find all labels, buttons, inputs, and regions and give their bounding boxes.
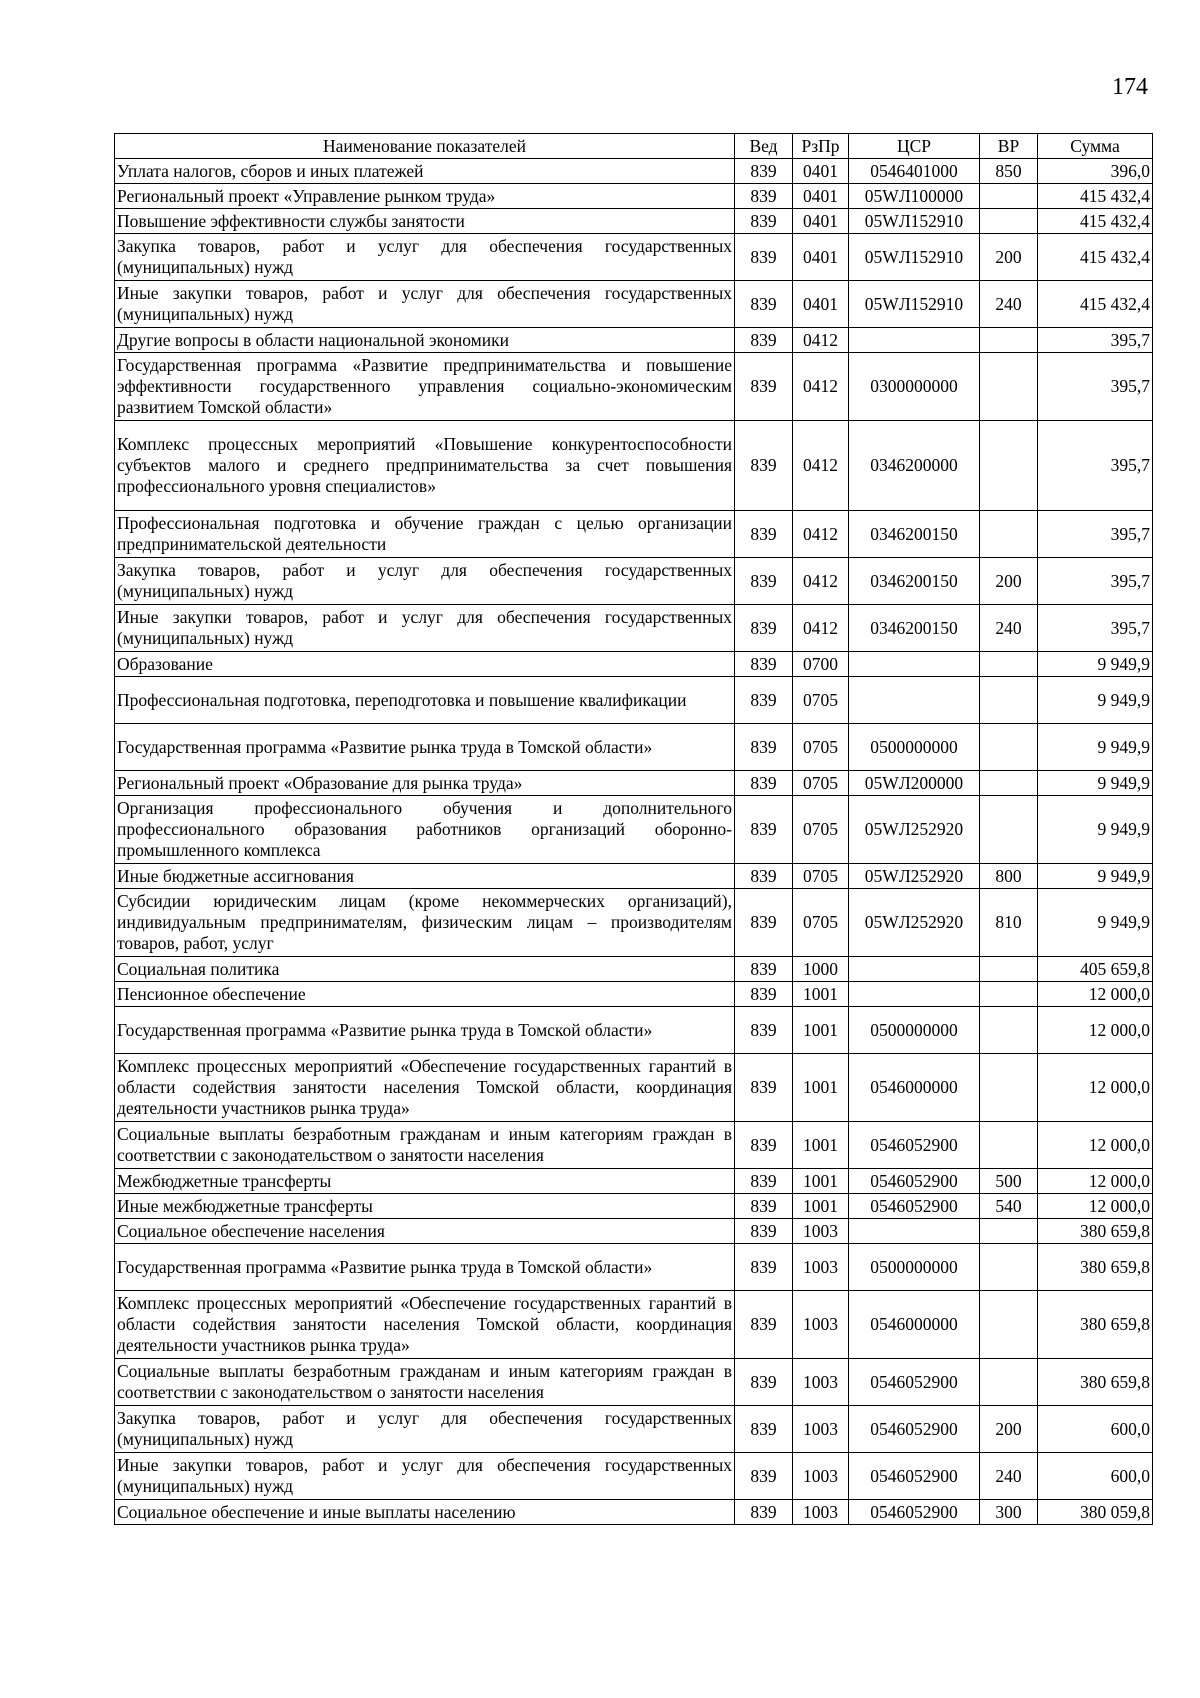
- cell-ved: 839: [735, 353, 793, 421]
- cell-vr: 200: [980, 1406, 1038, 1453]
- table-row: [115, 353, 1153, 421]
- table-row: [115, 864, 1153, 889]
- cell-name: Пенсионное обеспечение: [115, 982, 735, 1007]
- cell-name: Закупка товаров, работ и услуг для обеспечения государственных (муниципальных) нужд: [115, 1406, 735, 1453]
- cell-ved: 839: [735, 1194, 793, 1219]
- table-row: [115, 957, 1153, 982]
- cell-sum: 12 000,0: [1038, 1122, 1153, 1169]
- table-row: [115, 982, 1153, 1007]
- cell-sum: 395,7: [1038, 605, 1153, 652]
- cell-csr: 0546401000: [849, 159, 980, 184]
- cell-vr: [980, 957, 1038, 982]
- cell-sum: 600,0: [1038, 1406, 1153, 1453]
- cell-csr: 0546052900: [849, 1169, 980, 1194]
- cell-ved: 839: [735, 1244, 793, 1291]
- cell-sum: 380 659,8: [1038, 1244, 1153, 1291]
- cell-csr: 0346200150: [849, 605, 980, 652]
- cell-rzpr: 1003: [793, 1453, 849, 1500]
- cell-csr: 0546052900: [849, 1194, 980, 1219]
- cell-csr: 0500000000: [849, 724, 980, 771]
- cell-sum: 415 432,4: [1038, 281, 1153, 328]
- cell-vr: [980, 724, 1038, 771]
- table-row: [115, 1291, 1153, 1359]
- cell-name: Комплекс процессных мероприятий «Обеспечение государственных гарантий в области содействия занятости населения Томской области, координация деятельности участников рынка труда»: [115, 1054, 735, 1122]
- table-row: [115, 159, 1153, 184]
- cell-vr: [980, 353, 1038, 421]
- cell-ved: 839: [735, 209, 793, 234]
- cell-ved: 839: [735, 511, 793, 558]
- cell-vr: [980, 1122, 1038, 1169]
- cell-name: Государственная программа «Развитие рынка труда в Томской области»: [115, 1244, 735, 1291]
- cell-name: Организация профессионального обучения и дополнительного профессионального образования работников организаций оборонно-промышленного комплекса: [115, 796, 735, 864]
- cell-ved: 839: [735, 1453, 793, 1500]
- cell-vr: [980, 1007, 1038, 1054]
- cell-csr: [849, 677, 980, 724]
- cell-sum: 12 000,0: [1038, 982, 1153, 1007]
- cell-rzpr: 1001: [793, 1054, 849, 1122]
- cell-sum: 415 432,4: [1038, 234, 1153, 281]
- cell-name: Государственная программа «Развитие рынка труда в Томской области»: [115, 724, 735, 771]
- cell-vr: [980, 421, 1038, 511]
- cell-csr: 05WЛ200000: [849, 771, 980, 796]
- cell-csr: 05WЛ252920: [849, 889, 980, 957]
- cell-rzpr: 0705: [793, 677, 849, 724]
- cell-csr: 05WЛ152910: [849, 234, 980, 281]
- cell-rzpr: 1003: [793, 1359, 849, 1406]
- cell-rzpr: 1000: [793, 957, 849, 982]
- header-csr: ЦСР: [849, 134, 980, 159]
- cell-csr: 0300000000: [849, 353, 980, 421]
- cell-name: Иные закупки товаров, работ и услуг для обеспечения государственных (муниципальных) нужд: [115, 281, 735, 328]
- cell-rzpr: 1003: [793, 1244, 849, 1291]
- cell-vr: [980, 1054, 1038, 1122]
- table-row: [115, 1169, 1153, 1194]
- table-row: [115, 1244, 1153, 1291]
- cell-vr: 540: [980, 1194, 1038, 1219]
- cell-sum: 380 659,8: [1038, 1219, 1153, 1244]
- cell-name: Государственная программа «Развитие рынка труда в Томской области»: [115, 1007, 735, 1054]
- cell-vr: 810: [980, 889, 1038, 957]
- cell-rzpr: 0401: [793, 234, 849, 281]
- cell-csr: [849, 652, 980, 677]
- cell-sum: 9 949,9: [1038, 864, 1153, 889]
- cell-rzpr: 1001: [793, 982, 849, 1007]
- cell-vr: 240: [980, 605, 1038, 652]
- cell-name: Региональный проект «Образование для рынка труда»: [115, 771, 735, 796]
- cell-csr: 0546052900: [849, 1406, 980, 1453]
- cell-sum: 395,7: [1038, 558, 1153, 605]
- cell-sum: 380 659,8: [1038, 1291, 1153, 1359]
- cell-ved: 839: [735, 957, 793, 982]
- cell-sum: 395,7: [1038, 328, 1153, 353]
- cell-name: Уплата налогов, сборов и иных платежей: [115, 159, 735, 184]
- cell-csr: 0346200000: [849, 421, 980, 511]
- table-row: [115, 511, 1153, 558]
- cell-sum: 9 949,9: [1038, 771, 1153, 796]
- cell-name: Субсидии юридическим лицам (кроме некоммерческих организаций), индивидуальным предпринимателям, физическим лицам – производителям товаров, работ, услуг: [115, 889, 735, 957]
- cell-csr: 05WЛ152910: [849, 281, 980, 328]
- cell-rzpr: 0412: [793, 605, 849, 652]
- cell-name: Иные закупки товаров, работ и услуг для обеспечения государственных (муниципальных) нужд: [115, 1453, 735, 1500]
- table-row: [115, 1007, 1153, 1054]
- cell-vr: [980, 1219, 1038, 1244]
- header-sum: Сумма: [1038, 134, 1153, 159]
- cell-rzpr: 0412: [793, 511, 849, 558]
- cell-rzpr: 0700: [793, 652, 849, 677]
- table-row: [115, 184, 1153, 209]
- cell-sum: 12 000,0: [1038, 1007, 1153, 1054]
- cell-sum: 12 000,0: [1038, 1054, 1153, 1122]
- table-header: [115, 134, 1153, 159]
- cell-ved: 839: [735, 281, 793, 328]
- cell-vr: 240: [980, 281, 1038, 328]
- cell-name: Иные закупки товаров, работ и услуг для обеспечения государственных (муниципальных) нужд: [115, 605, 735, 652]
- cell-sum: 600,0: [1038, 1453, 1153, 1500]
- cell-vr: 200: [980, 558, 1038, 605]
- cell-vr: [980, 511, 1038, 558]
- cell-ved: 839: [735, 1054, 793, 1122]
- table-row: [115, 771, 1153, 796]
- cell-sum: 396,0: [1038, 159, 1153, 184]
- cell-ved: 839: [735, 605, 793, 652]
- cell-sum: 9 949,9: [1038, 677, 1153, 724]
- cell-csr: 0546052900: [849, 1500, 980, 1525]
- cell-ved: 839: [735, 1169, 793, 1194]
- cell-ved: 839: [735, 159, 793, 184]
- cell-sum: 415 432,4: [1038, 209, 1153, 234]
- cell-rzpr: 1003: [793, 1291, 849, 1359]
- table-row: [115, 1406, 1153, 1453]
- cell-sum: 395,7: [1038, 511, 1153, 558]
- cell-rzpr: 0412: [793, 558, 849, 605]
- page-number: 174: [1112, 74, 1148, 100]
- cell-vr: [980, 328, 1038, 353]
- cell-csr: 0546052900: [849, 1122, 980, 1169]
- cell-rzpr: 0705: [793, 771, 849, 796]
- cell-csr: 05WЛ100000: [849, 184, 980, 209]
- cell-name: Комплекс процессных мероприятий «Повышение конкурентоспособности субъектов малого и среднего предпринимательства за счет повышения профессионального уровня специалистов»: [115, 421, 735, 511]
- cell-vr: [980, 1244, 1038, 1291]
- cell-ved: 839: [735, 328, 793, 353]
- header-ved: Вед: [735, 134, 793, 159]
- cell-rzpr: 1001: [793, 1007, 849, 1054]
- cell-ved: 839: [735, 1219, 793, 1244]
- cell-rzpr: 0401: [793, 184, 849, 209]
- cell-sum: 395,7: [1038, 353, 1153, 421]
- header-rzpr: РзПр: [793, 134, 849, 159]
- cell-ved: 839: [735, 677, 793, 724]
- cell-csr: 0546000000: [849, 1291, 980, 1359]
- cell-ved: 839: [735, 184, 793, 209]
- cell-name: Иные межбюджетные трансферты: [115, 1194, 735, 1219]
- cell-sum: 9 949,9: [1038, 889, 1153, 957]
- cell-vr: 800: [980, 864, 1038, 889]
- cell-vr: 300: [980, 1500, 1038, 1525]
- cell-csr: 0546052900: [849, 1359, 980, 1406]
- cell-csr: 05WЛ252920: [849, 864, 980, 889]
- budget-table: [114, 133, 1153, 1525]
- cell-ved: 839: [735, 889, 793, 957]
- table-row: [115, 652, 1153, 677]
- cell-name: Другие вопросы в области национальной экономики: [115, 328, 735, 353]
- cell-ved: 839: [735, 652, 793, 677]
- cell-csr: [849, 957, 980, 982]
- cell-ved: 839: [735, 864, 793, 889]
- cell-name: Социальное обеспечение населения: [115, 1219, 735, 1244]
- cell-name: Социальные выплаты безработным гражданам и иным категориям граждан в соответствии с законодательством о занятости населения: [115, 1122, 735, 1169]
- cell-name: Иные бюджетные ассигнования: [115, 864, 735, 889]
- cell-name: Комплекс процессных мероприятий «Обеспечение государственных гарантий в области содействия занятости населения Томской области, координация деятельности участников рынка труда»: [115, 1291, 735, 1359]
- cell-vr: 240: [980, 1453, 1038, 1500]
- cell-vr: [980, 209, 1038, 234]
- table-row: [115, 421, 1153, 511]
- cell-csr: 0500000000: [849, 1007, 980, 1054]
- table-row: [115, 281, 1153, 328]
- cell-csr: [849, 1219, 980, 1244]
- cell-vr: 200: [980, 234, 1038, 281]
- cell-name: Повышение эффективности службы занятости: [115, 209, 735, 234]
- cell-ved: 839: [735, 558, 793, 605]
- table-row: [115, 724, 1153, 771]
- table-row: [115, 558, 1153, 605]
- cell-ved: 839: [735, 796, 793, 864]
- cell-rzpr: 0412: [793, 328, 849, 353]
- table-row: [115, 209, 1153, 234]
- cell-rzpr: 1001: [793, 1122, 849, 1169]
- cell-name: Государственная программа «Развитие предпринимательства и повышение эффективности государственного управления социально-экономическим развитием Томской области»: [115, 353, 735, 421]
- cell-ved: 839: [735, 1291, 793, 1359]
- cell-sum: 9 949,9: [1038, 796, 1153, 864]
- cell-name: Профессиональная подготовка и обучение граждан с целью организации предпринимательской деятельности: [115, 511, 735, 558]
- cell-vr: [980, 1291, 1038, 1359]
- table-row: [115, 677, 1153, 724]
- table-row: [115, 1194, 1153, 1219]
- cell-csr: 0546000000: [849, 1054, 980, 1122]
- header-vr: ВР: [980, 134, 1038, 159]
- cell-name: Межбюджетные трансферты: [115, 1169, 735, 1194]
- cell-csr: 05WЛ152910: [849, 209, 980, 234]
- table-row: [115, 1054, 1153, 1122]
- cell-sum: 405 659,8: [1038, 957, 1153, 982]
- cell-rzpr: 0412: [793, 353, 849, 421]
- cell-sum: 395,7: [1038, 421, 1153, 511]
- cell-ved: 839: [735, 1359, 793, 1406]
- table-body: [115, 159, 1153, 1525]
- table-row: [115, 889, 1153, 957]
- cell-csr: 0500000000: [849, 1244, 980, 1291]
- cell-csr: 0546052900: [849, 1453, 980, 1500]
- table-row: [115, 1122, 1153, 1169]
- cell-vr: 500: [980, 1169, 1038, 1194]
- table-row: [115, 1500, 1153, 1525]
- cell-csr: [849, 982, 980, 1007]
- cell-ved: 839: [735, 982, 793, 1007]
- cell-vr: [980, 652, 1038, 677]
- table-row: [115, 234, 1153, 281]
- cell-vr: [980, 982, 1038, 1007]
- table-row: [115, 328, 1153, 353]
- header-name: Наименование показателей: [115, 134, 735, 159]
- cell-sum: 380 659,8: [1038, 1359, 1153, 1406]
- cell-ved: 839: [735, 1122, 793, 1169]
- cell-name: Социальная политика: [115, 957, 735, 982]
- cell-name: Профессиональная подготовка, переподготовка и повышение квалификации: [115, 677, 735, 724]
- cell-name: Социальные выплаты безработным гражданам и иным категориям граждан в соответствии с законодательством о занятости населения: [115, 1359, 735, 1406]
- cell-ved: 839: [735, 771, 793, 796]
- cell-rzpr: 1003: [793, 1219, 849, 1244]
- table-row: [115, 796, 1153, 864]
- cell-name: Социальное обеспечение и иные выплаты населению: [115, 1500, 735, 1525]
- cell-rzpr: 0705: [793, 796, 849, 864]
- cell-name: Закупка товаров, работ и услуг для обеспечения государственных (муниципальных) нужд: [115, 234, 735, 281]
- header-row: [115, 134, 1153, 159]
- cell-vr: [980, 796, 1038, 864]
- cell-ved: 839: [735, 1406, 793, 1453]
- cell-csr: 05WЛ252920: [849, 796, 980, 864]
- cell-rzpr: 1003: [793, 1500, 849, 1525]
- cell-vr: [980, 677, 1038, 724]
- cell-vr: 850: [980, 159, 1038, 184]
- cell-ved: 839: [735, 724, 793, 771]
- cell-sum: 415 432,4: [1038, 184, 1153, 209]
- cell-name: Образование: [115, 652, 735, 677]
- cell-rzpr: 0401: [793, 209, 849, 234]
- cell-vr: [980, 184, 1038, 209]
- cell-rzpr: 1001: [793, 1169, 849, 1194]
- cell-name: Региональный проект «Управление рынком труда»: [115, 184, 735, 209]
- cell-rzpr: 0412: [793, 421, 849, 511]
- cell-rzpr: 0705: [793, 864, 849, 889]
- cell-sum: 12 000,0: [1038, 1194, 1153, 1219]
- cell-csr: 0346200150: [849, 511, 980, 558]
- cell-sum: 9 949,9: [1038, 652, 1153, 677]
- cell-rzpr: 0705: [793, 889, 849, 957]
- cell-vr: [980, 1359, 1038, 1406]
- cell-ved: 839: [735, 234, 793, 281]
- cell-csr: 0346200150: [849, 558, 980, 605]
- cell-rzpr: 1001: [793, 1194, 849, 1219]
- cell-rzpr: 0705: [793, 724, 849, 771]
- cell-vr: [980, 771, 1038, 796]
- cell-rzpr: 0401: [793, 159, 849, 184]
- table-row: [115, 1219, 1153, 1244]
- cell-name: Закупка товаров, работ и услуг для обеспечения государственных (муниципальных) нужд: [115, 558, 735, 605]
- cell-rzpr: 1003: [793, 1406, 849, 1453]
- cell-sum: 12 000,0: [1038, 1169, 1153, 1194]
- table-row: [115, 1453, 1153, 1500]
- cell-ved: 839: [735, 1007, 793, 1054]
- cell-ved: 839: [735, 421, 793, 511]
- cell-csr: [849, 328, 980, 353]
- cell-rzpr: 0401: [793, 281, 849, 328]
- table-row: [115, 1359, 1153, 1406]
- table-row: [115, 605, 1153, 652]
- cell-ved: 839: [735, 1500, 793, 1525]
- cell-sum: 380 059,8: [1038, 1500, 1153, 1525]
- cell-sum: 9 949,9: [1038, 724, 1153, 771]
